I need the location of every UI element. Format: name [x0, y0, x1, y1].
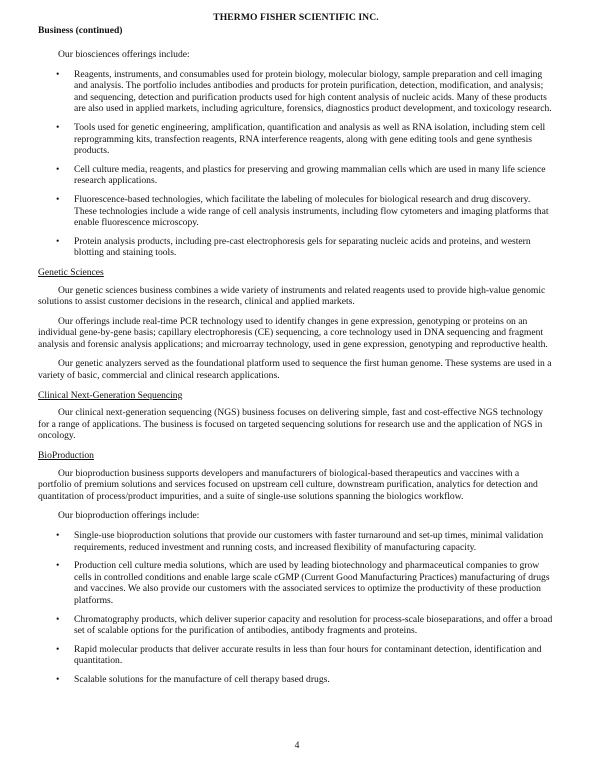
bullet-icon: •	[56, 163, 60, 175]
bioproduction-heading: BioProduction	[38, 450, 94, 462]
bioproduction-list	[38, 530, 554, 686]
genetic-paragraph: Our genetic analyzers served as the foundational platform used to sequence the first human genome. These systems are used in a variety of basic, commercial and clinical research applications.	[38, 358, 552, 382]
genetic-paragraph: Our genetic sciences business combines a wide variety of instruments and related reagents used to provide high-value genomic solutions to assist customer decisions in the research, clinical and applied markets.	[38, 284, 546, 308]
bullet-icon: •	[56, 643, 60, 655]
list-item-text: Tools used for genetic engineering, amplification, quantification and analysis as well as RNA isolation, including stem cell reprogramming kits, transfection reagents, RNA interference reagents, along with gene editing tools and gene synthesis products.	[74, 121, 546, 157]
section-title: Business (continued)	[38, 25, 123, 36]
list-item-text: Protein analysis products, including pre-cast electrophoresis gels for separating nucleic acids and proteins, and western blotting and staining tools.	[74, 235, 531, 259]
company-name: THERMO FISHER SCIENTIFIC INC.	[213, 12, 379, 23]
list-item	[38, 644, 554, 667]
bioproduction-paragraph: Our bioproduction business supports developers and manufacturers of biological-based therapeutics and vaccines with a portfolio of premium solutions and services focused on upstream cell culture, downstream purification, analytics for detection and quantitation of process/product impurities, and a suite of single-use solutions spanning the biologics workflow.	[38, 467, 538, 502]
genetic-sciences-heading: Genetic Sciences	[38, 266, 104, 278]
bullet-icon: •	[56, 121, 60, 133]
ngs-heading: Clinical Next-Generation Sequencing	[38, 389, 183, 401]
ngs-paragraph: Our clinical next-generation sequencing (NGS) business focuses on delivering simple, fast and cost-effective NGS technology for a range of applications. The business is focused on targeted sequencing solutions for research use and the application of NGS in oncology.	[38, 407, 543, 442]
list-item-text: Single-use bioproduction solutions that provide our customers with faster turnaround and set-up times, minimal validation requirements, reduced investment and running costs, and increased flexibility of manufacturing capacity.	[74, 530, 544, 553]
bioproduction-intro: Our bioproduction offerings include:	[58, 510, 200, 522]
list-item	[38, 122, 554, 157]
list-item	[38, 560, 554, 606]
genetic-paragraph: Our offerings include real-time PCR technology used to identify changes in gene expression, genotyping or proteins on an individual gene-by-gene basis; capillary electrophoresis (CE) sequencing, a core technology used in DNA sequencing and fragment analysis and forensic analysis applications; and microarray technology, used in gene expression, genotyping and reproductive health.	[38, 315, 548, 350]
bullet-icon: •	[56, 68, 60, 80]
bullet-icon: •	[56, 560, 60, 572]
list-item	[38, 530, 554, 553]
bullet-icon: •	[56, 530, 60, 541]
list-item	[38, 614, 554, 637]
document-page	[38, 12, 554, 694]
list-item-text: Fluorescence-based technologies, which facilitate the labeling of molecules for biological research and drug discovery. These technologies include a wide range of cell analysis instruments, including flow cytometers and imaging platforms that enable fluorescence microscopy.	[74, 193, 549, 229]
bullet-icon: •	[56, 613, 60, 625]
bullet-icon: •	[56, 235, 60, 247]
list-item-text: Rapid molecular products that deliver accurate results in less than four hours for contaminant detection, identification and quantitation.	[74, 643, 542, 667]
list-item	[38, 164, 554, 187]
bullet-icon: •	[56, 193, 60, 205]
list-item-text: Cell culture media, reagents, and plastics for preserving and growing mammalian cells which are used in many life science research applications.	[74, 163, 546, 187]
list-item	[38, 236, 554, 259]
list-item-text: Chromatography products, which deliver superior capacity and resolution for process-scale bioseparations, and offer a broad set of scalable options for the purification of antibodies, antibody fragments and proteins.	[74, 613, 553, 637]
list-item	[38, 194, 554, 229]
biosciences-list	[38, 69, 554, 259]
list-item	[38, 674, 554, 686]
list-item-text: Scalable solutions for the manufacture of cell therapy based drugs.	[74, 673, 330, 685]
list-item-text: Reagents, instruments, and consumables used for protein biology, molecular biology, sample preparation and cell imaging and analysis. The portfolio includes antibodies and products for protein purification, detection, modification, and analysis; and sequencing, detection and purification products used for high content analysis of nucleic acids. Many of these products are also used in applied markets, including agriculture, forensics, diagnostics product development, and toxicology research.	[74, 68, 552, 115]
list-item-text: Production cell culture media solutions, which are used by leading biotechnology and pharmaceutical companies to grow cells in controlled conditions and enable large scale cGMP (Current Good Manufacturing Practices) manufacturing of drugs and vaccines. We also provide our customers with the associated services to optimize the productivity of these production platforms.	[74, 560, 550, 606]
list-item	[38, 69, 554, 115]
biosciences-intro: Our biosciences offerings include:	[58, 49, 190, 60]
bullet-icon: •	[56, 673, 60, 685]
page-number: 4	[294, 740, 300, 751]
